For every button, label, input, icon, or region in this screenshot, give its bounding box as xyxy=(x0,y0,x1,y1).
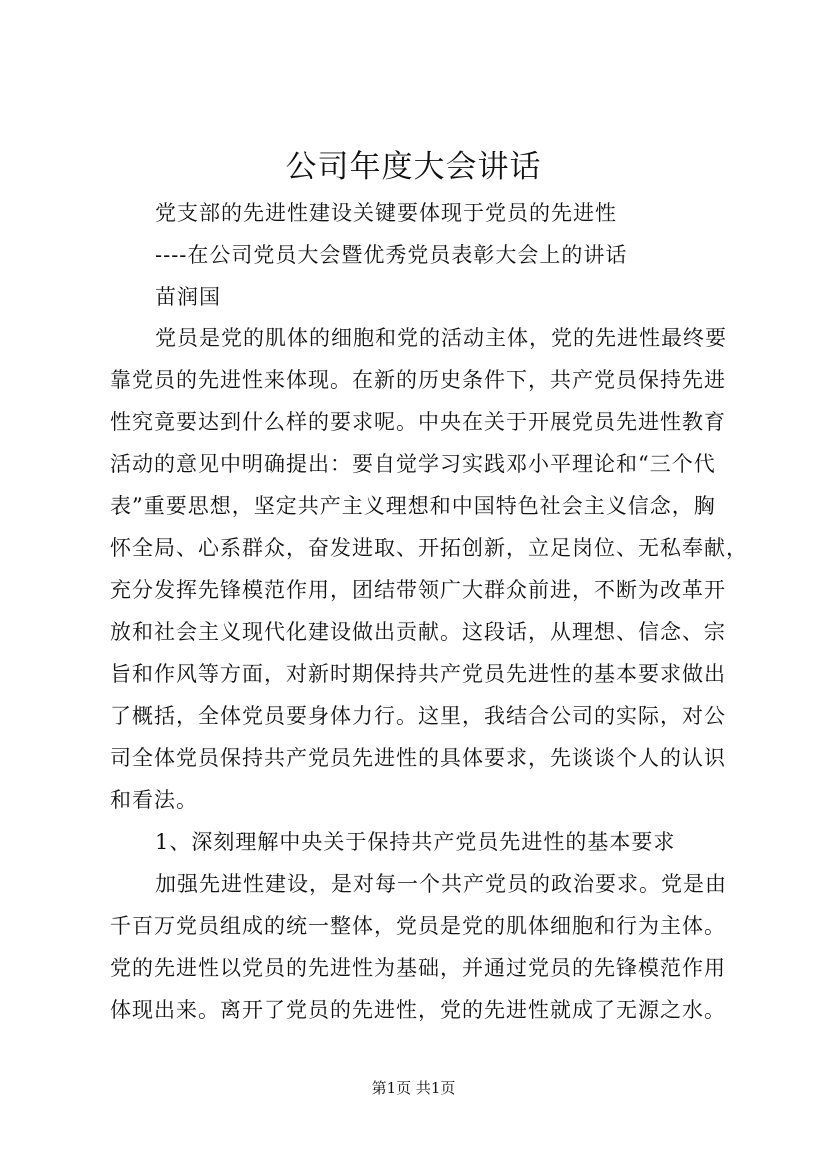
paragraph-line: 党的先进性以党员的先进性为基础，并通过党员的先锋模范作用 xyxy=(110,956,726,980)
paragraph-line: 性究竟要达到什么样的要求呢。中央在关于开展党员先进性教育 xyxy=(110,410,726,434)
subtitle-line: 党支部的先进性建设关键要体现于党员的先进性 xyxy=(155,201,617,225)
page-footer: 第1页 共1页 xyxy=(371,1079,456,1097)
paragraph-line: 活动的意见中明确提出：要自觉学习实践邓小平理论和“三个代 xyxy=(110,452,716,476)
paragraph-line: 体现出来。离开了党员的先进性，党的先进性就成了无源之水。 xyxy=(110,998,726,1022)
paragraph-line: 加强先进性建设，是对每一个共产党员的政治要求。党是由 xyxy=(155,872,727,896)
subtitle-occasion-line: ----在公司党员大会暨优秀党员表彰大会上的讲话 xyxy=(155,243,628,267)
paragraph-line: 表”重要思想，坚定共产主义理想和中国特色社会主义信念，胸 xyxy=(110,494,716,518)
author-name: 苗润国 xyxy=(155,285,221,309)
paragraph-line: 司全体党员保持共产党员先进性的具体要求，先谈谈个人的认识 xyxy=(110,746,726,770)
document-title: 公司年度大会讲话 xyxy=(285,149,542,185)
paragraph-line: 和看法。 xyxy=(110,788,198,812)
paragraph-line: 怀全局、心系群众，奋发进取、开拓创新，立足岗位、无私奉献， xyxy=(110,536,748,560)
paragraph-line: 党员是党的肌体的细胞和党的活动主体，党的先进性最终要 xyxy=(155,326,727,350)
paragraph-line: 千百万党员组成的统一整体，党员是党的肌体细胞和行为主体。 xyxy=(110,914,726,938)
section-heading: 1、深刻理解中央关于保持共产党员先进性的基本要求 xyxy=(155,830,676,854)
paragraph-line: 了概括，全体党员要身体力行。这里，我结合公司的实际，对公 xyxy=(110,704,726,728)
paragraph-line: 放和社会主义现代化建设做出贡献。这段话，从理想、信念、宗 xyxy=(110,620,726,644)
paragraph-line: 充分发挥先锋模范作用，团结带领广大群众前进，不断为改革开 xyxy=(110,578,726,602)
paragraph-line: 旨和作风等方面，对新时期保持共产党员先进性的基本要求做出 xyxy=(110,662,726,686)
paragraph-line: 靠党员的先进性来体现。在新的历史条件下，共产党员保持先进 xyxy=(110,368,726,392)
